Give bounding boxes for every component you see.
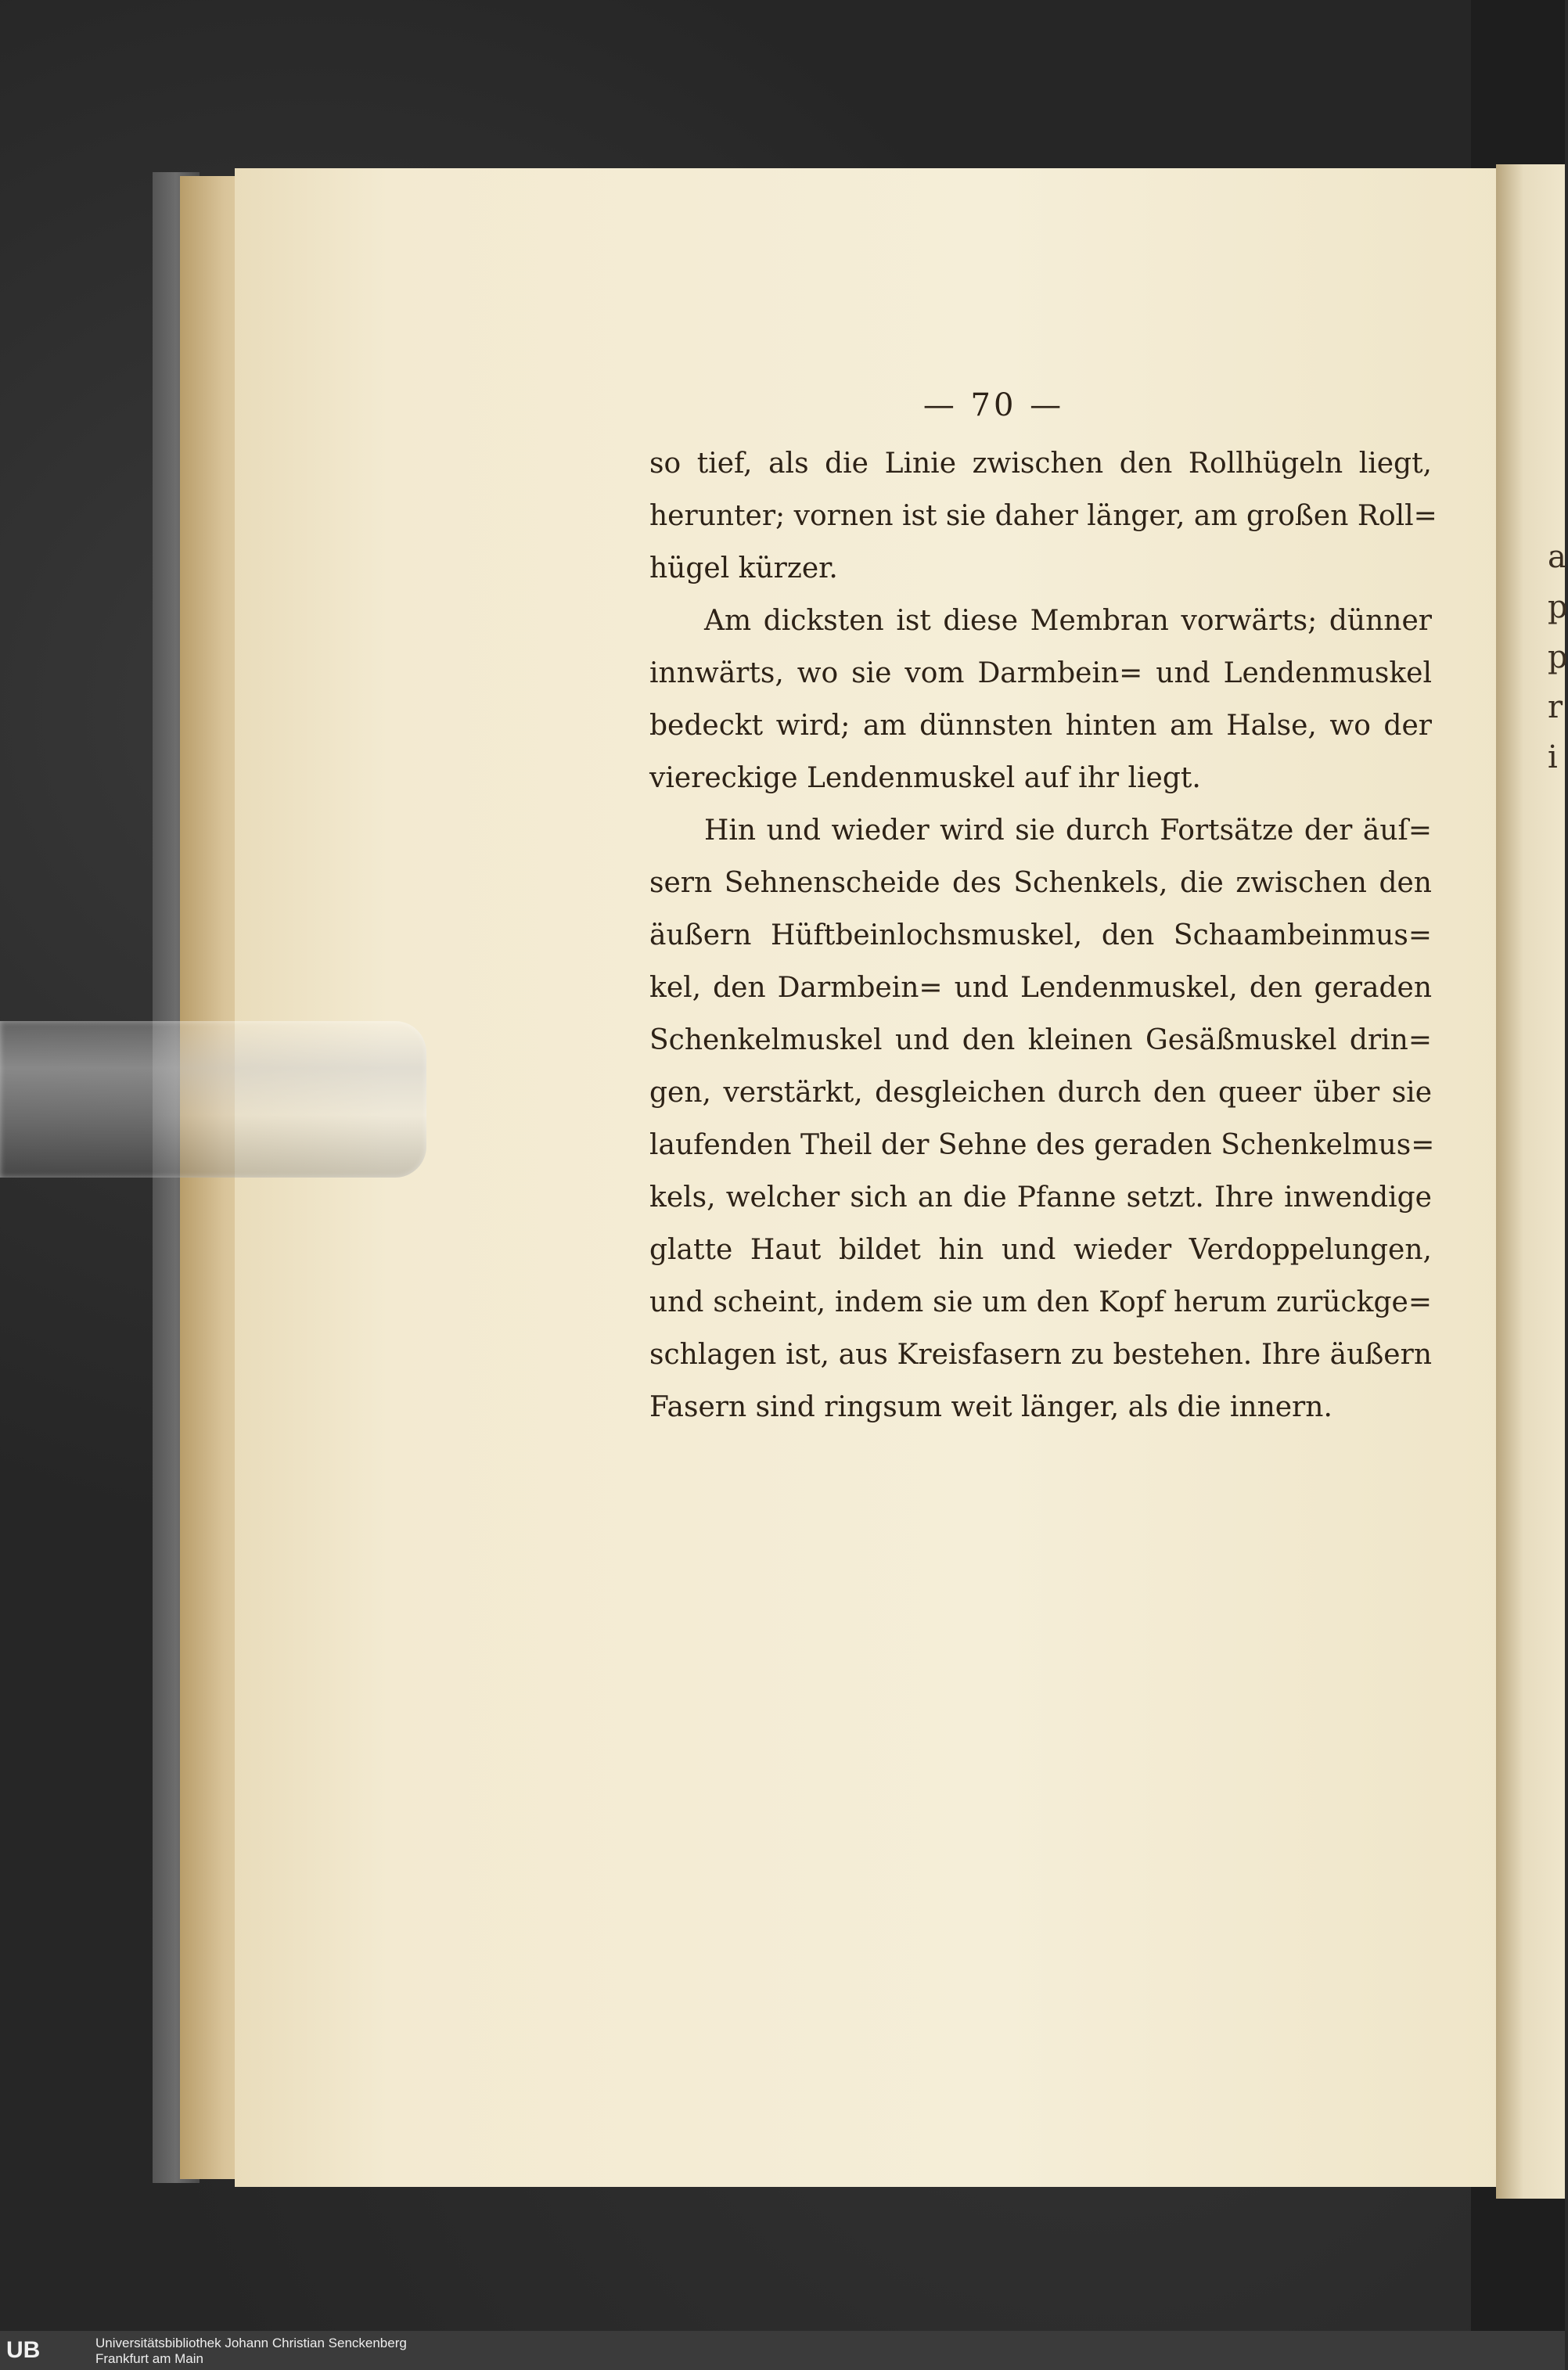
page-text <box>649 387 1437 1433</box>
text-line: so tief, als die Linie zwischen den Rollhügeln liegt, <box>649 448 1432 480</box>
text-line: schlagen ist, aus Kreisfasern zu bestehen. Ihre äußern <box>649 1339 1432 1371</box>
text-line: Fasern sind ringsum weit länger, als die innern. <box>649 1391 1332 1423</box>
text-line: herunter; vornen ist sie daher länger, am großen Roll= <box>649 500 1437 532</box>
page-number: — 70 — <box>922 387 1065 423</box>
text-line: gen, verstärkt, desgleichen durch den queer über sie <box>649 1077 1432 1109</box>
text-line: äußern Hüftbeinlochsmuskel, den Schaambeinmus= <box>649 919 1432 951</box>
text-line: Hin und wieder wird sie durch Fortsätze der äuſ= <box>704 815 1432 847</box>
glass-page-weight <box>0 1021 426 1178</box>
text-line: und scheint, indem sie um den Kopf herum zurückge= <box>649 1286 1432 1318</box>
library-credit <box>95 2336 407 2367</box>
library-logo: UB <box>6 2337 41 2363</box>
text-line: glatte Haut bildet hin und wieder Verdoppelungen, <box>649 1234 1432 1266</box>
facing-page-edge <box>1496 164 1568 2199</box>
text-line: viereckige Lendenmuskel auf ihr liegt. <box>649 762 1201 794</box>
text-line: sern Sehnenscheide des Schenkels, die zwischen den <box>649 867 1432 899</box>
text-line: bedeckt wird; am dünnsten hinten am Halse, wo der <box>649 710 1432 742</box>
text-line: kel, den Darmbein= und Lendenmuskel, den geraden <box>649 972 1432 1004</box>
facing-page-text-fragments: a p p r i <box>1548 539 1568 775</box>
library-name: Universitätsbibliothek Johann Christian Senckenberg <box>95 2336 407 2350</box>
text-line: laufenden Theil der Sehne des geraden Schenkelmus= <box>649 1129 1435 1161</box>
text-line: innwärts, wo sie vom Darmbein= und Lendenmuskel <box>649 657 1432 689</box>
library-city: Frankfurt am Main <box>95 2351 203 2366</box>
text-line: kels, welcher sich an die Pfanne setzt. Ihre inwendige <box>649 1181 1432 1214</box>
text-line: hügel kürzer. <box>649 552 838 584</box>
text-line: Schenkelmuskel und den kleinen Gesäßmuskel drin= <box>649 1024 1432 1056</box>
text-line: Am dicksten ist diese Membran vorwärts; dünner <box>704 605 1432 637</box>
